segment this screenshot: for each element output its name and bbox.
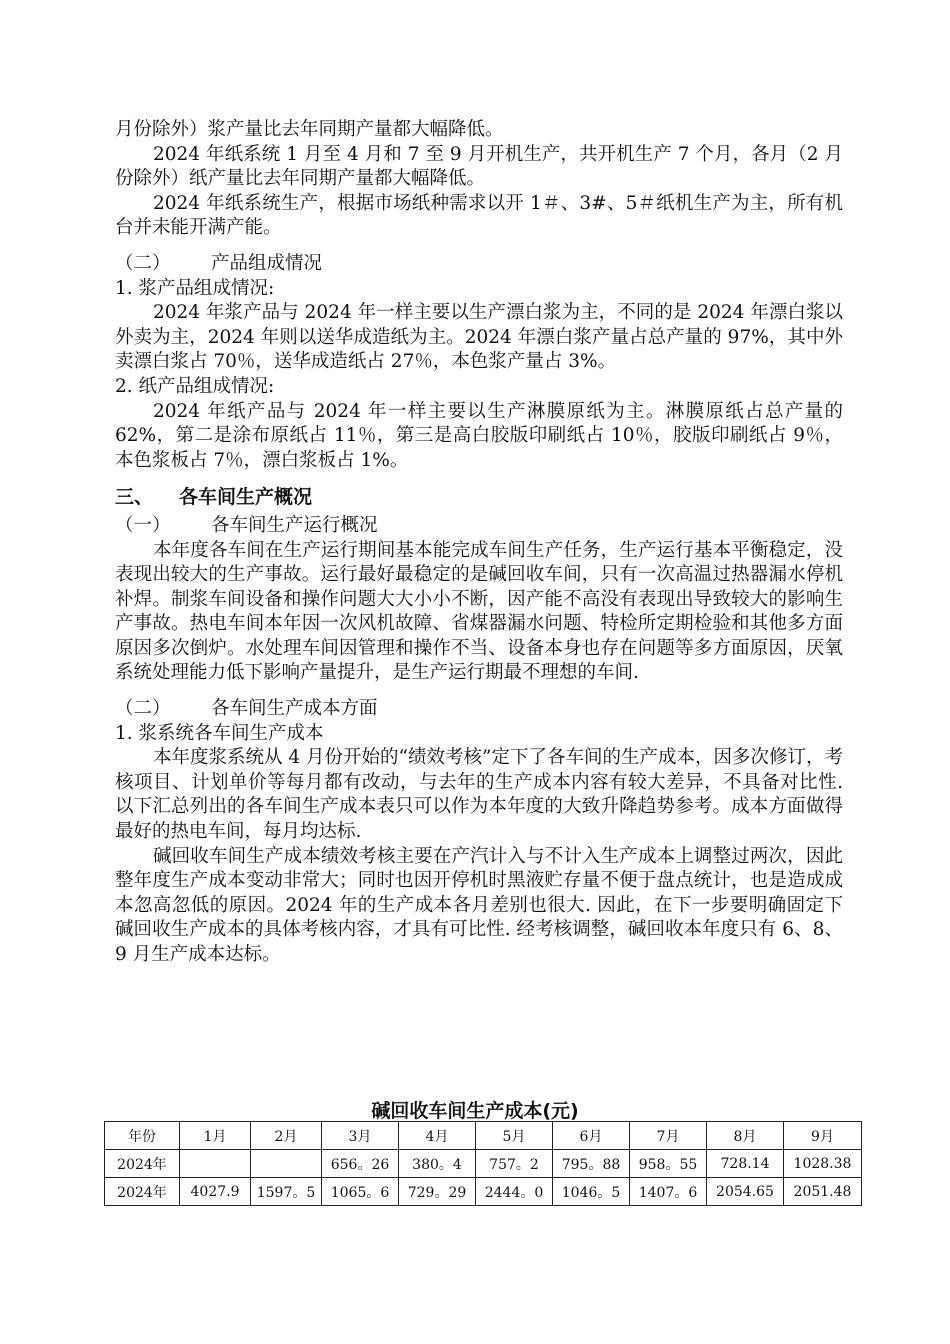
section-number: （二） <box>115 252 171 274</box>
table-cell: 1407。6 <box>630 1178 707 1206</box>
table-cell: 1046。5 <box>553 1178 630 1206</box>
table-cell: 958。55 <box>630 1150 707 1178</box>
header-cell: 8月 <box>707 1122 784 1150</box>
paragraph-pulp-products: 2024 年浆产品与 2024 年一样主要以生产漂白浆为主，不同的是 2024 年漂白浆以外卖为主，2024 年则以送华成造纸为主。2024 年漂白浆产量占总产量的 97%，其中外卖漂白浆占 70％，送华成造纸占 27％，本色浆产量占 3%。 <box>115 302 843 373</box>
table-cell: 2024年 <box>105 1178 180 1206</box>
table-cell: 729。29 <box>399 1178 476 1206</box>
header-cell: 9月 <box>784 1122 862 1150</box>
table-cell: 2051.48 <box>784 1178 862 1206</box>
header-cell: 3月 <box>322 1122 399 1150</box>
table-cell: 728.14 <box>707 1150 784 1178</box>
section-title: 各车间生产运行概况 <box>211 514 378 536</box>
paragraph-paper-machines: 2024 年纸系统生产，根据市场纸种需求以开 1＃、3#、5＃纸机生产为主，所有机台并未能开满产能。 <box>115 192 843 239</box>
section-title: 产品组成情况 <box>211 252 323 274</box>
cost-table <box>104 1121 862 1206</box>
header-cell: 年份 <box>105 1122 180 1150</box>
header-cell: 4月 <box>399 1122 476 1150</box>
table-cell: 656。26 <box>322 1150 399 1178</box>
table-cell: 380。4 <box>399 1150 476 1178</box>
table-cell: 1028.38 <box>784 1150 862 1178</box>
table-cell <box>251 1150 322 1178</box>
document-body <box>115 118 843 968</box>
subheading-pulp-products: 1. 浆产品组成情况: <box>115 277 275 299</box>
paragraph-pulp-output-tail: 月份除外）浆产量比去年同期产量都大幅降低。 <box>115 119 504 140</box>
header-cell: 5月 <box>476 1122 553 1150</box>
chapter-heading-workshops <box>115 485 843 510</box>
section-heading-product-composition <box>115 252 843 277</box>
table-cell: 795。88 <box>553 1150 630 1178</box>
chapter-number: 三、 <box>115 486 154 509</box>
paragraph-paper-output: 2024 年纸系统 1 月至 4 月和 7 至 9 月开机生产，共开机生产 7 个月，各月（2 月份除外）纸产量比去年同期产量都大幅降低。 <box>115 143 843 190</box>
table-header-row <box>105 1122 862 1150</box>
section-heading-cost <box>115 697 843 722</box>
subheading-paper-products: 2. 纸产品组成情况: <box>115 375 275 397</box>
header-cell: 1月 <box>180 1122 251 1150</box>
table-cell: 1597。5 <box>251 1178 322 1206</box>
subheading-pulp-cost: 1. 浆系统各车间生产成本 <box>115 722 324 744</box>
table-cell: 4027.9 <box>180 1178 251 1206</box>
table-title: 碱回收车间生产成本(元) <box>371 1100 579 1122</box>
section-title: 各车间生产成本方面 <box>211 698 378 720</box>
table-cell: 757。2 <box>476 1150 553 1178</box>
table-cell: 2444。0 <box>476 1178 553 1206</box>
table-cell: 1065。6 <box>322 1178 399 1206</box>
paragraph-paper-products: 2024 年纸产品与 2024 年一样主要以生产淋膜原纸为主。淋膜原纸占总产量的 62%，第二是涂布原纸占 11％，第三是高白胶版印刷纸占 10％，胶版印刷纸占 9％，本色浆板占 7％，漂白浆板占 1%。 <box>115 400 843 471</box>
section-number: （二） <box>115 698 171 720</box>
table-row <box>105 1150 862 1178</box>
paragraph-alkali-recovery-cost: 碱回收车间生产成本绩效考核主要在产汽计入与不计入生产成本上调整过两次，因此整年度生产成本变动非常大；同时也因开停机时黑液贮存量不便于盘点统计，也是造成成本忽高忽低的原因。2024 年的生产成本各月差别也很大. 因此，在下一步要明确固定下碱回收生产成本的具体考核内容，才具有可比性. 经考核调整，碱回收本年度只有 6、8、9 月生产成本达标。 <box>115 845 843 965</box>
header-cell: 6月 <box>553 1122 630 1150</box>
section-heading-operation <box>115 514 843 539</box>
header-cell: 2月 <box>251 1122 322 1150</box>
table-cell: 2024年 <box>105 1150 180 1178</box>
paragraph-cost-intro: 本年度浆系统从 4 月份开始的“绩效考核”定下了各车间的生产成本，因多次修订，考核项目、计划单价等每月都有改动，与去年的生产成本内容有较大差异，不具备对比性. 以下汇总列出的各车间生产成本表只可以作为本年度的大致升降趋势参考。成本方面做得最好的热电车间，每月均达标. <box>115 747 843 843</box>
chapter-title: 各车间生产概况 <box>179 486 313 509</box>
table-cell <box>180 1150 251 1178</box>
table-row <box>105 1178 862 1206</box>
section-number: （一） <box>115 514 171 536</box>
table-cell: 2054.65 <box>707 1178 784 1206</box>
header-cell: 7月 <box>630 1122 707 1150</box>
paragraph-operation: 本年度各车间在生产运行期间基本能完成车间生产任务，生产运行基本平衡稳定，没表现出较大的生产事故。运行最好最稳定的是碱回收车间，只有一次高温过热器漏水停机补焊。制浆车间设备和操作问题大大小小不断，因产能不高没有表现出导致较大的影响生产事故。热电车间本年因一次风机故障、省煤器漏水问题、特检所定期检验和其他多方面原因多次倒炉。水处理车间因管理和操作不当、设备本身也存在问题等多方面原因，厌氧系统处理能力低下影响产量提升，是生产运行期最不理想的车间. <box>115 539 843 684</box>
